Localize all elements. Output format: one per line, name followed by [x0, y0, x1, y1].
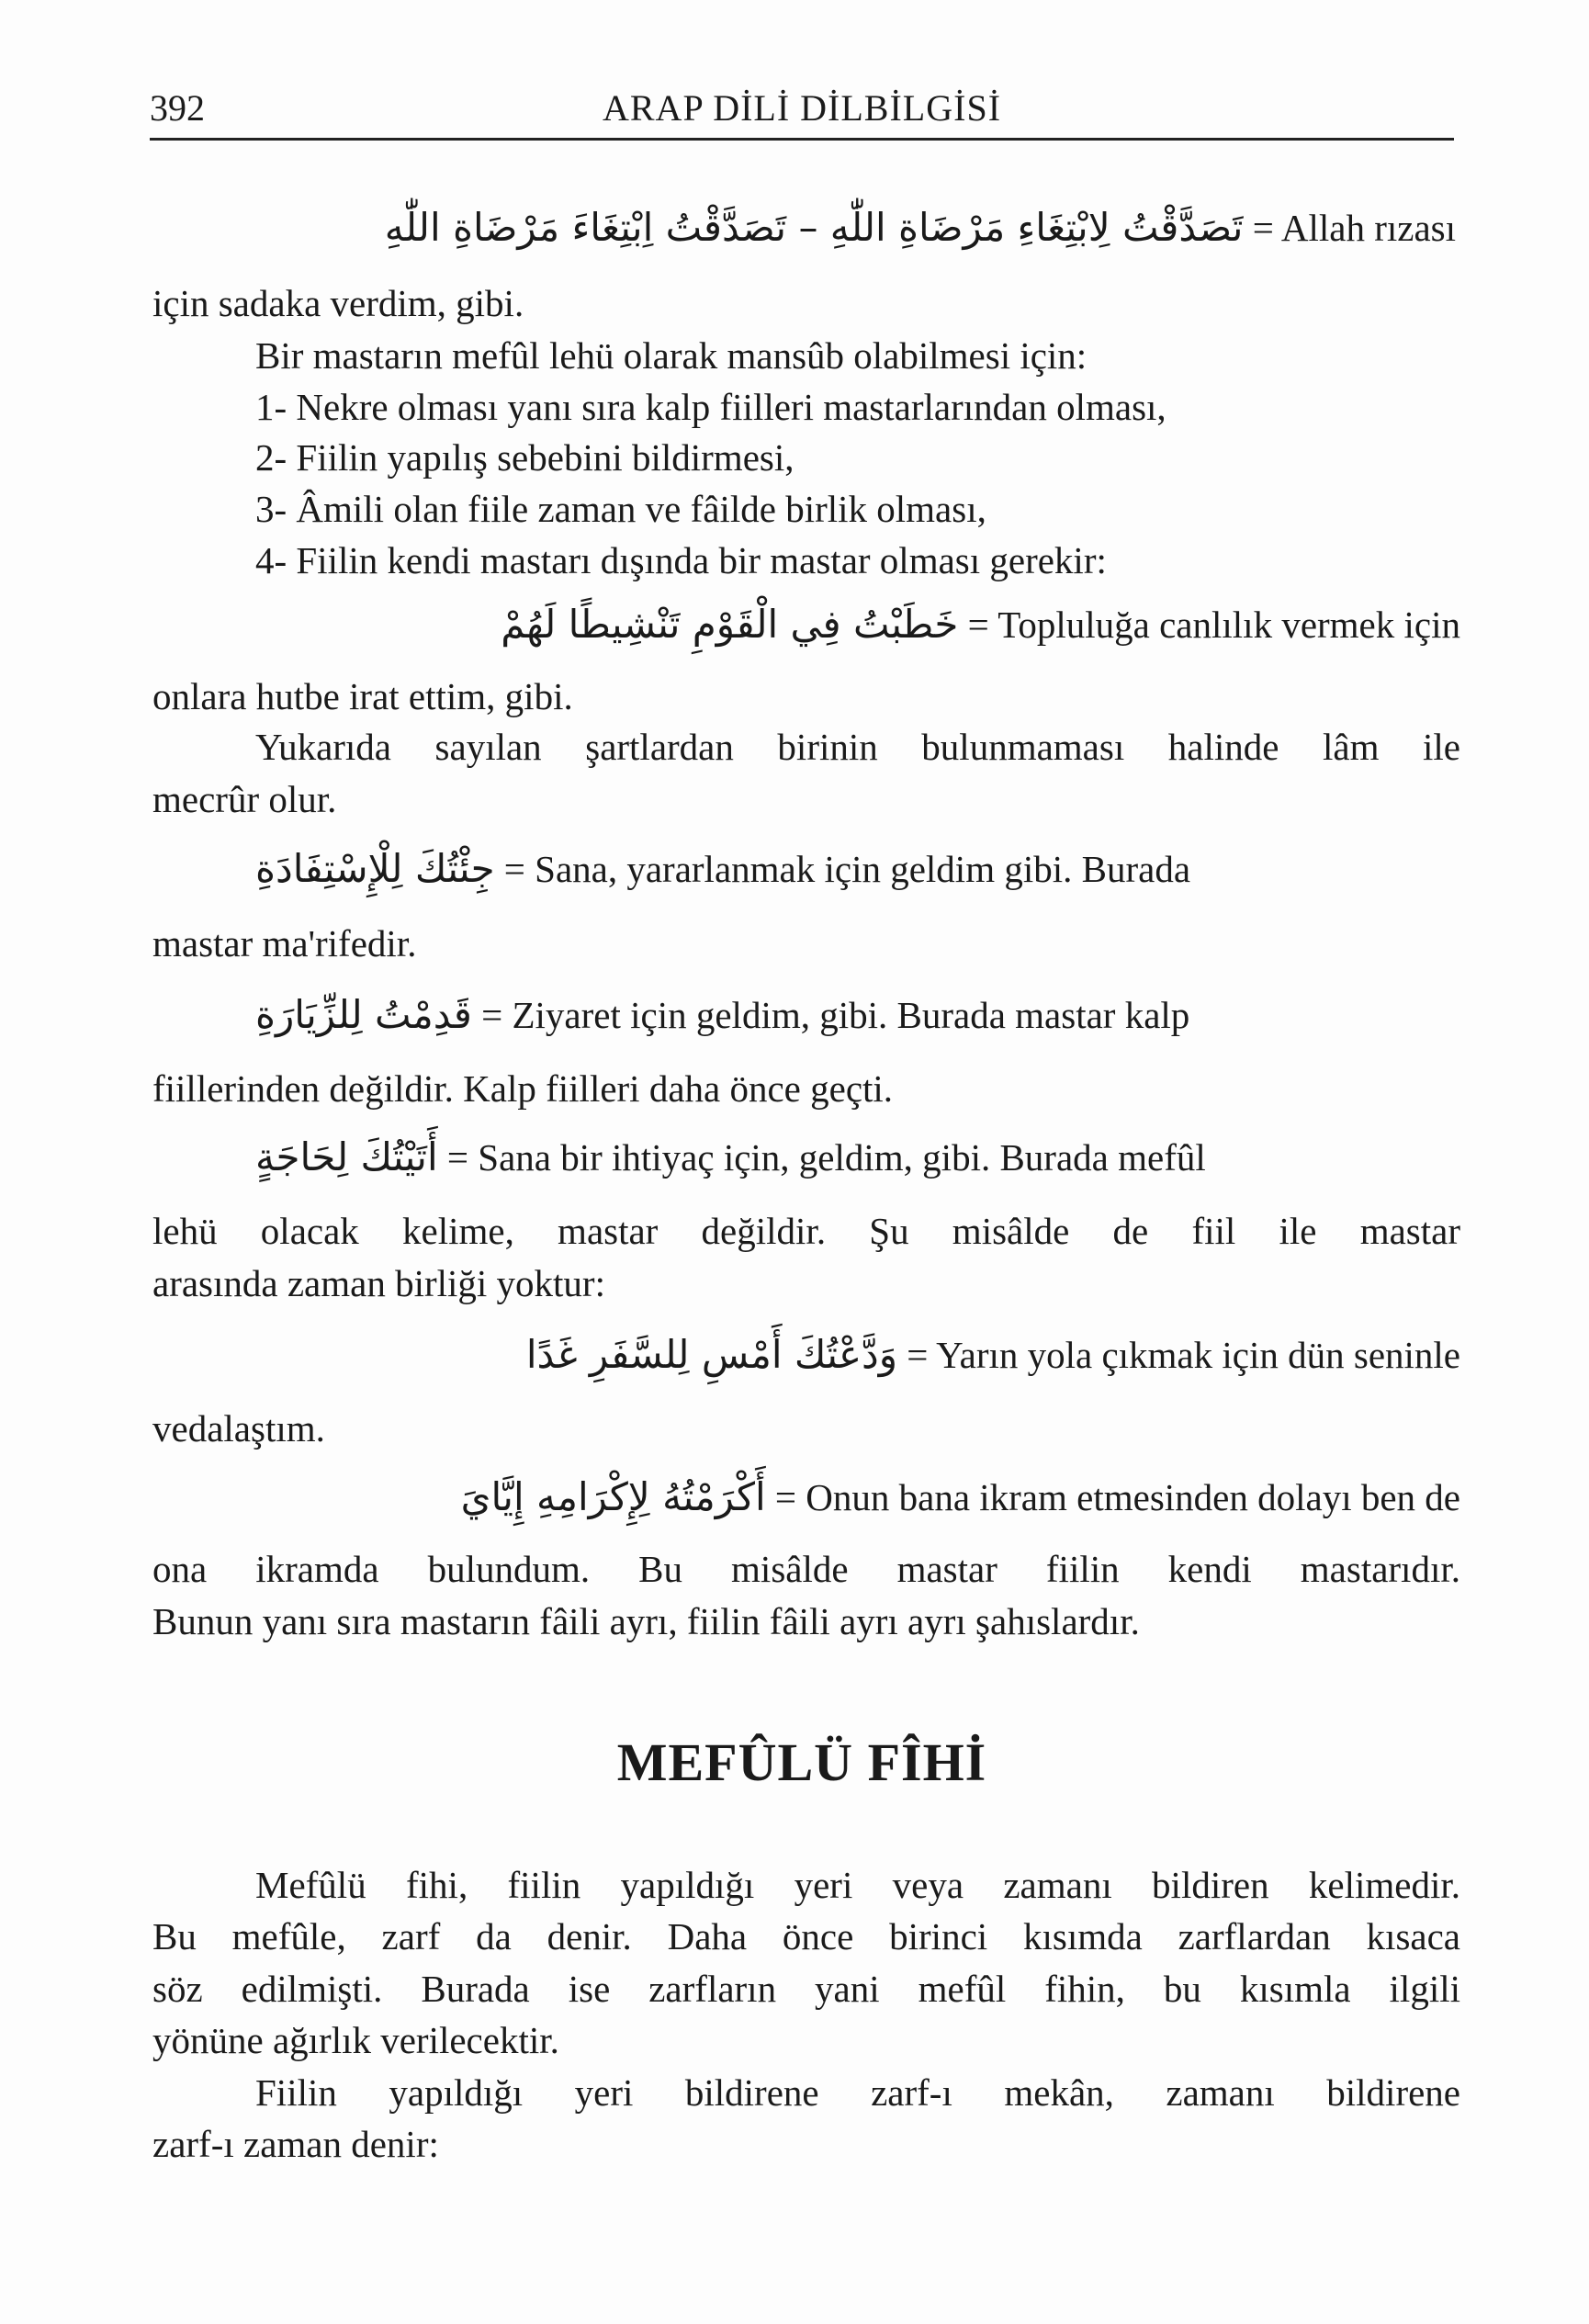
example-4-line	[255, 983, 1189, 1047]
arabic-example: قَدِمْتُ لِلزِّيَارَةِ	[255, 992, 472, 1037]
paragraph-line: mecrûr olur.	[152, 778, 337, 820]
page-header	[150, 81, 1454, 141]
condition-item-2: 2- Fiilin yapılış sebebini bildirmesi,	[255, 436, 794, 479]
example-5-line	[255, 1125, 1206, 1190]
example-3-line	[255, 837, 1190, 901]
example-continuation: Bunun yanı sıra mastarın fâili ayrı, fiilin fâili ayrı ayrı şahıslardır.	[152, 1600, 1140, 1642]
condition-item-3: 3- Âmili olan fiile zaman ve fâilde birlik olması,	[255, 488, 986, 530]
page-number: 392	[150, 87, 205, 129]
condition-item-4: 4- Fiilin kendi mastarı dışında bir mastar olması gerekir:	[255, 539, 1107, 581]
condition-item-1: 1- Nekre olması yanı sıra kalp fiilleri mastarlarından olması,	[255, 386, 1166, 428]
section-paragraph-line: söz edilmişti. Burada ise zarfların yani mefûl fihin, bu kısımla ilgili	[152, 1968, 1460, 2010]
example-continuation: arasında zaman birliği yoktur:	[152, 1262, 605, 1304]
example-translation: = Sana, yararlanmak için geldim gibi. Burada	[503, 848, 1191, 890]
arabic-example: وَدَّعْتُكَ أَمْسِ لِلسَّفَرِ غَدًا	[525, 1332, 898, 1377]
example-continuation: onlara hutbe irat ettim, gibi.	[152, 675, 573, 717]
section-paragraph-line: zarf-ı zaman denir:	[152, 2123, 439, 2165]
example-1-line	[234, 196, 1456, 260]
conditions-intro: Bir mastarın mefûl lehü olarak mansûb olabilmesi için:	[255, 334, 1088, 377]
paragraph-line: Yukarıda sayılan şartlardan birinin bulunmaması halinde lâm ile	[255, 726, 1460, 768]
example-translation: = Allah rızası	[1252, 207, 1456, 249]
example-translation: = Sana bir ihtiyaç için, geldim, gibi. Burada mefûl	[446, 1136, 1206, 1179]
example-continuation: mastar ma'rifedir.	[152, 922, 417, 965]
arabic-example: أَتَيْتُكَ لِحَاجَةٍ	[255, 1134, 438, 1179]
example-7-line	[243, 1465, 1460, 1529]
example-2-line	[243, 592, 1460, 657]
arabic-example: تَصَدَّقْتُ لِابْتِغَاءِ مَرْضَاةِ اللّٰهِ – تَصَدَّقْتُ اِبْتِغَاءَ مَرْضَاةِ اللّٰهِ	[384, 205, 1244, 250]
section-paragraph-line: Fiilin yapıldığı yeri bildirene zarf-ı mekân, zamanı bildirene	[255, 2071, 1460, 2114]
example-continuation: için sadaka verdim, gibi.	[152, 282, 524, 324]
example-continuation: ona ikramda bulundum. Bu misâlde mastar fiilin kendi mastarıdır.	[152, 1548, 1460, 1590]
arabic-example: خَطَبْتُ فِي الْقَوْمِ تَنْشِيطًا لَهُمْ	[501, 602, 959, 647]
example-continuation: fiillerinden değildir. Kalp fiilleri daha önce geçti.	[152, 1067, 894, 1110]
running-title: ARAP DİLİ DİLBİLGİSİ	[602, 87, 1002, 129]
section-paragraph-line: yönüne ağırlık verilecektir.	[152, 2019, 559, 2061]
example-translation: = Yarın yola çıkmak için dün seninle	[907, 1334, 1460, 1376]
section-title: MEFÛLÜ FÎHİ	[616, 1732, 987, 1792]
section-paragraph-line: Bu mefûle, zarf da denir. Daha önce birinci kısımda zarflardan kısaca	[152, 1915, 1460, 1957]
arabic-example: أَكْرَمْتُهُ لِإِكْرَامِهِ إِيَّايَ	[460, 1474, 766, 1519]
example-translation: = Topluluğa canlılık vermek için	[967, 604, 1460, 646]
example-continuation: vedalaştım.	[152, 1407, 325, 1450]
example-translation: = Onun bana ikram etmesinden dolayı ben de	[774, 1476, 1460, 1518]
example-6-line	[243, 1323, 1460, 1387]
section-paragraph-line: Mefûlü fihi, fiilin yapıldığı yeri veya zamanı bildiren kelimedir.	[255, 1864, 1460, 1906]
arabic-example: جِئْتُكَ لِلْإِسْتِفَادَةِ	[255, 846, 495, 891]
example-continuation: lehü olacak kelime, mastar değildir. Şu misâlde de fiil ile mastar	[152, 1210, 1460, 1252]
example-translation: = Ziyaret için geldim, gibi. Burada mastar kalp	[481, 994, 1190, 1036]
